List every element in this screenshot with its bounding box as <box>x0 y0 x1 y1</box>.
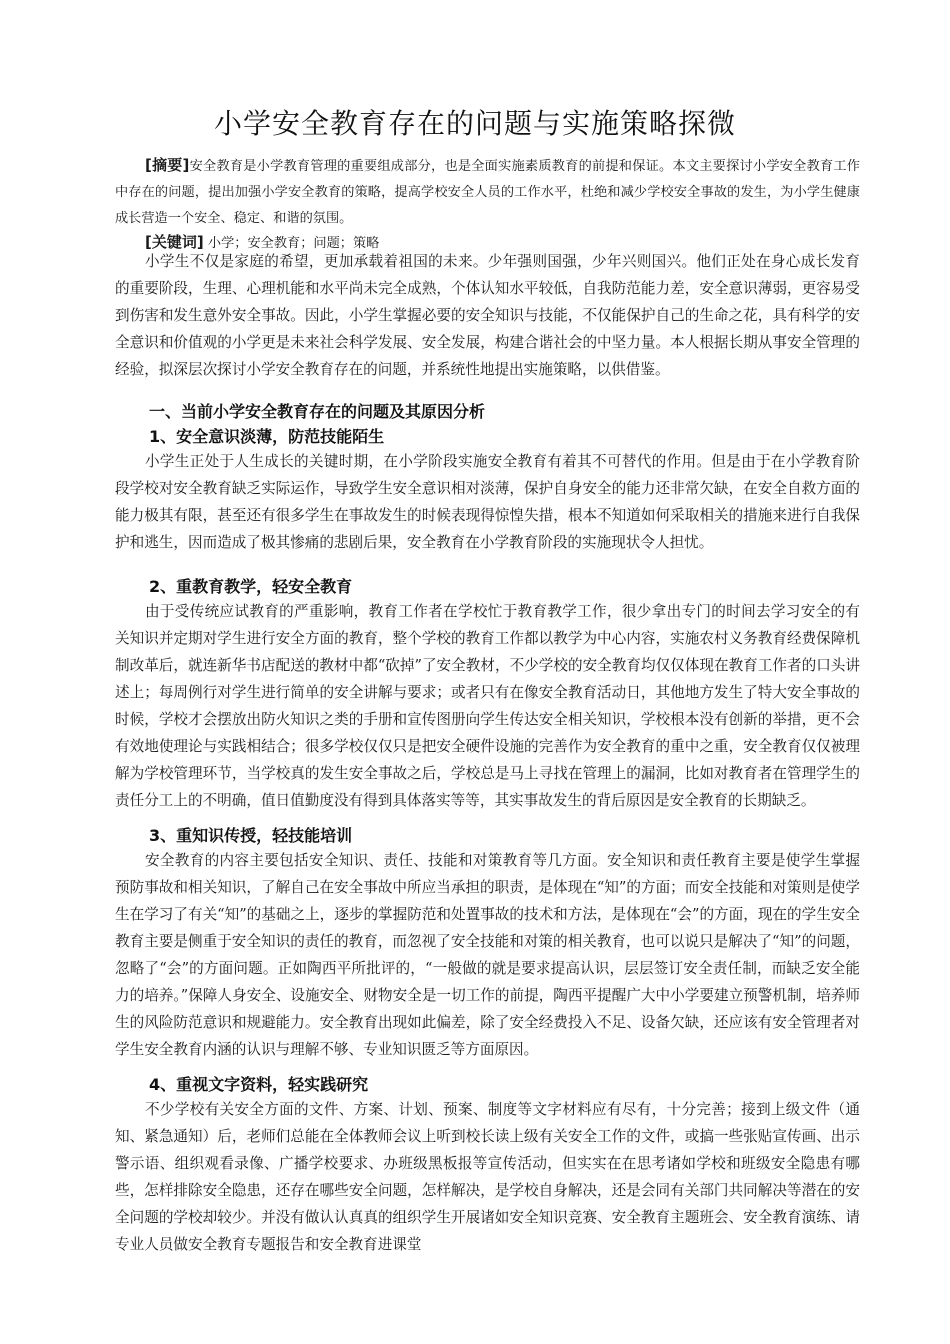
keywords-label: [关键词] <box>145 233 204 251</box>
subsection-heading-3: 3、重知识传授，轻技能培训 <box>149 826 353 845</box>
subsection-paragraph-4: 不少学校有关安全方面的文件、方案、计划、预案、制度等文字材料应有尽有，十分完善；接到上级文件（通知、紧急通知）后，老师们总能在全体教师会议上听到校长读上级有关安全工作的文件，或搞一些张贴宣传画、出示警示语、组织观看录像、广播学校要求、办班级黑板报等宣传活动，但实实在在思考诸如学校和班级安全隐患有哪些，怎样排除安全隐患，还存在哪些安全问题，怎样解决，是学校自身解决，还是会同有关部门共同解决等潜在的安全问题的学校却较少。并没有做认认真真的组织学生开展诸如安全知识竞赛、安全教育主题班会、安全教育演练、请专业人员做安全教育专题报告和安全教育进课堂 <box>115 1101 860 1253</box>
keywords-text: 小学；安全教育；问题；策略 <box>207 236 380 251</box>
document-title: 小学安全教育存在的问题与实施策略探微 <box>213 107 736 140</box>
abstract-text: 安全教育是小学教育管理的重要组成部分，也是全面实施素质教育的前提和保证。本文主要探讨小学安全教育工作中存在的问题，提出加强小学安全教育的策略，提高学校安全人员的工作水平，杜绝和减少学校安全事故的发生，为小学生健康成长营造一个安全、稳定、和谐的氛围。 <box>115 159 860 226</box>
subsection-heading-1: 1、安全意识淡薄，防范技能陌生 <box>149 427 385 446</box>
subsection-heading-4: 4、重视文字资料，轻实践研究 <box>149 1075 369 1094</box>
subsection-paragraph-1: 小学生正处于人生成长的关键时期，在小学阶段实施安全教育有着其不可替代的作用。但是由于在小学教育阶段学校对安全教育缺乏实际运作，导致学生安全意识相对淡薄，保护自身安全的能力还非常欠缺，在安全自救方面的能力极其有限，甚至还有很多学生在事故发生的时候表现得惊惶失措，根本不知道如何采取相关的措施来进行自我保护和逃生，因而造成了极其惨痛的悲剧后果，安全教育在小学教育阶段的实施现状令人担忧。 <box>115 453 860 551</box>
subsection-paragraph-2: 由于受传统应试教育的严重影响，教育工作者在学校忙于教育教学工作，很少拿出专门的时间去学习安全的有关知识并定期对学生进行安全方面的教育，整个学校的教育工作都以教学为中心内容，实施农村义务教育经费保障机制改革后，就连新华书店配送的教材中都“砍掉”了安全教材，不少学校的安全教育均仅仅体现在教育工作者的口头讲述上；每周例行对学生进行简单的安全讲解与要求；或者只有在像安全教育活动日，其他地方发生了特大安全事故的时候，学校才会摆放出防火知识之类的手册和宣传图册向学生传达安全相关知识，学校根本没有创新的举措，更不会有效地使理论与实践相结合；很多学校仅仅只是把安全硬件设施的完善作为安全教育的重中之重，安全教育仅仅被理解为学校管理环节，当学校真的发生安全事故之后，学校总是马上寻找在管理上的漏洞，比如对教育者在管理学生的责任分工上的不明确，值日值勤度没有得到具体落实等等，其实事故发生的背后原因是安全教育的长期缺乏。 <box>115 603 860 809</box>
abstract <box>115 152 860 232</box>
subsection-paragraph-3: 安全教育的内容主要包括安全知识、责任、技能和对策教育等几方面。安全知识和责任教育主要是使学生掌握预防事故和相关知识，了解自己在安全事故中所应当承担的职责，是体现在“知”的方面；而安全技能和对策则是使学生在学习了有关“知”的基础之上，逐步的掌握防范和处置事故的技术和方法，是体现在“会”的方面，现在的学生安全教育主要是侧重于安全知识的责任的教育，而忽视了安全技能和对策的相关教育，也可以说只是解决了“知”的问题，忽略了“会”的方面问题。正如陶西平所批评的，“一般做的就是要求提高认识，层层签订安全责任制，而缺乏安全能力的培养。”保障人身安全、设施安全、财物安全是一切工作的前提，陶西平提醒广大中小学要建立预警机制，培养师生的风险防范意识和规避能力。安全教育出现如此偏差，除了安全经费投入不足、设备欠缺，还应该有安全管理者对学生安全教育内涵的认识与理解不够、专业知识匮乏等方面原因。 <box>115 852 860 1058</box>
intro-paragraph: 小学生不仅是家庭的希望，更加承载着祖国的未来。少年强则国强，少年兴则国兴。他们正处在身心成长发育的重要阶段，生理、心理机能和水平尚未完全成熟，个体认知水平较低，自我防范能力差，安全意识薄弱，更容易受到伤害和发生意外安全事故。因此，小学生掌握必要的安全知识与技能，不仅能保护自己的生命之花，具有科学的安全意识和价值观的小学更是未来社会科学发展、安全发展，构建合谐社会的中坚力量。本人根据长期从事安全管理的经验，拟深层次探讨小学安全教育存在的问题，并系统性地提出实施策略，以供借鉴。 <box>115 253 860 378</box>
section-heading-1: 一、当前小学安全教育存在的问题及其原因分析 <box>149 402 486 421</box>
subsection-heading-2: 2、重教育教学，轻安全教育 <box>149 577 353 596</box>
abstract-label: [摘要] <box>145 156 190 174</box>
